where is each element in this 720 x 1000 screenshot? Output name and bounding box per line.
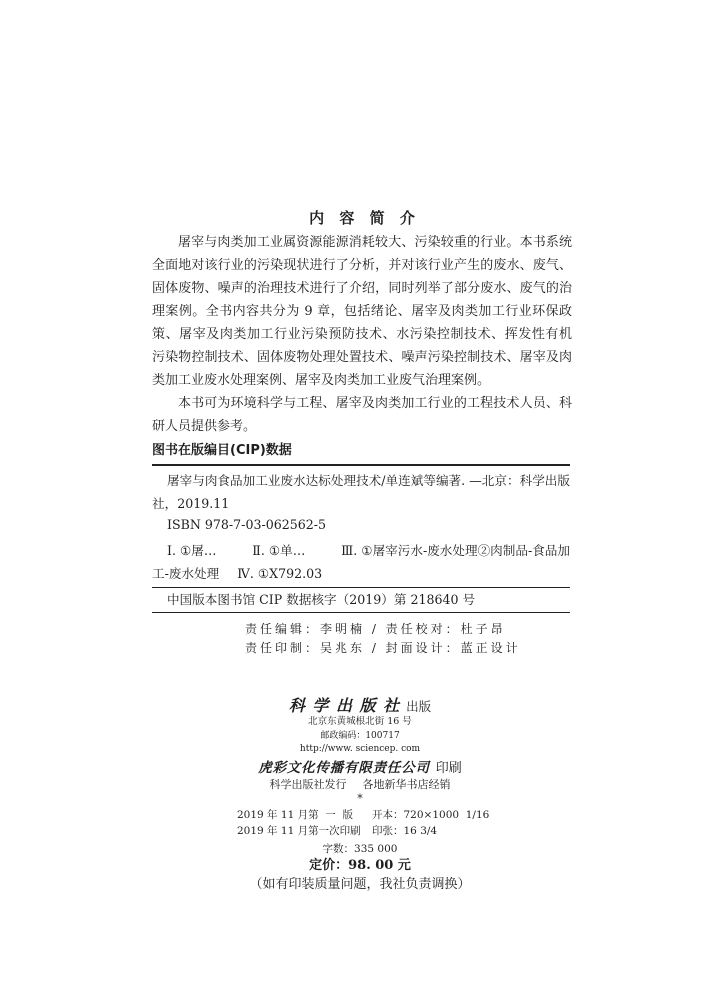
printing-info: 2019 年 11 月第一次印刷 [237,825,361,837]
intro-line: 固体废物、噪声的治理技术进行了介绍，同时列举了部分废水、废气的治 [152,281,572,296]
cip-heading: 图书在版编目(CIP)数据 [152,443,292,458]
sheets-info: 印张：16 3/4 [372,825,438,837]
intro-body [152,231,572,438]
printing-row [237,823,437,839]
edition-row [237,807,489,823]
cip-isbn: ISBN 978-7-03-062562-5 [167,517,327,532]
intro-line: 研人员提供参考。 [152,419,257,434]
classification-item: 工-废水处理 [152,566,220,581]
quality-notice: （如有印装质量问题，我社负责调换） [249,877,471,892]
edition-info: 2019 年 11 月第 一 版 [237,809,353,821]
separator-asterisk: * [357,792,363,805]
cip-classification-line [152,563,570,585]
classification-item: Ⅱ. ①单… [252,543,306,558]
cip-header-rule [152,464,570,466]
cip-verification-number: 中国版本图书馆 CIP 数据核字（2019）第 218640 号 [167,592,476,607]
intro-paragraph [152,392,572,438]
cip-divider [152,587,570,588]
printer-name: 虎彩文化传播有限责任公司 [258,760,430,776]
credits-line: 责任印制：吴兆东 / 封面设计：蓝正设计 [245,641,521,655]
cip-classification-line [152,540,570,562]
distributor: 科学出版社发行 [269,778,347,791]
retailer: 各地新华书店经销 [362,778,451,791]
publisher-role: 出版 [406,699,432,714]
cip-entry-line: 屠宰与肉食品加工业废水达标处理技术/单连斌等编著. —北京：科学出版 [167,473,570,488]
classification-item: Ⅲ. ①屠宰污水-废水处理②肉制品-食品加 [341,543,570,558]
credits-line: 责任编辑：李明楠 / 责任校对：杜子昂 [245,622,506,636]
word-count: 字数：335 000 [322,843,398,855]
publisher-line [0,696,720,716]
publisher-website: http://www. sciencep. com [299,744,421,754]
intro-line: 屠宰与肉类加工业属资源能源消耗较大、污染较重的行业。本书系统 [178,235,572,250]
price: 定价：98. 00 元 [309,858,411,873]
printer-role: 印刷 [435,761,462,776]
printer-line [0,758,720,776]
intro-title: 内 容 简 介 [309,209,420,227]
intro-line: 污染物控制技术、固体废物处理处置技术、噪声污染控制技术、屠宰及肉 [152,350,572,365]
distribution-line [0,777,720,793]
cip-divider [152,612,570,613]
classification-item: Ⅰ. ①屠… [167,543,217,558]
publisher-logo: 科 学 出 版 社 [288,696,401,715]
publisher-postcode: 邮政编码：100717 [320,731,400,741]
intro-line: 类加工业废水处理案例、屠宰及肉类加工业废气治理案例。 [152,373,491,388]
intro-line: 策、屠宰及肉类加工行业污染预防技术、水污染控制技术、挥发性有机 [152,327,572,342]
intro-line: 本书可为环境科学与工程、屠宰及肉类加工行业的工程技术人员、科 [178,396,572,411]
classification-item: Ⅳ. ①X792.03 [237,566,323,581]
intro-line: 全面地对该行业的污染现状进行了分析，并对该行业产生的废水、废气、 [152,258,572,273]
format-info: 开本：720×1000 1/16 [372,809,490,821]
intro-paragraph [152,231,572,392]
publisher-address: 北京东黄城根北街 16 号 [308,716,412,727]
cip-entry-line: 社，2019.11 [152,496,230,511]
intro-line: 理案例。全书内容共分为 9 章，包括绪论、屠宰及肉类加工行业环保政 [152,304,572,319]
